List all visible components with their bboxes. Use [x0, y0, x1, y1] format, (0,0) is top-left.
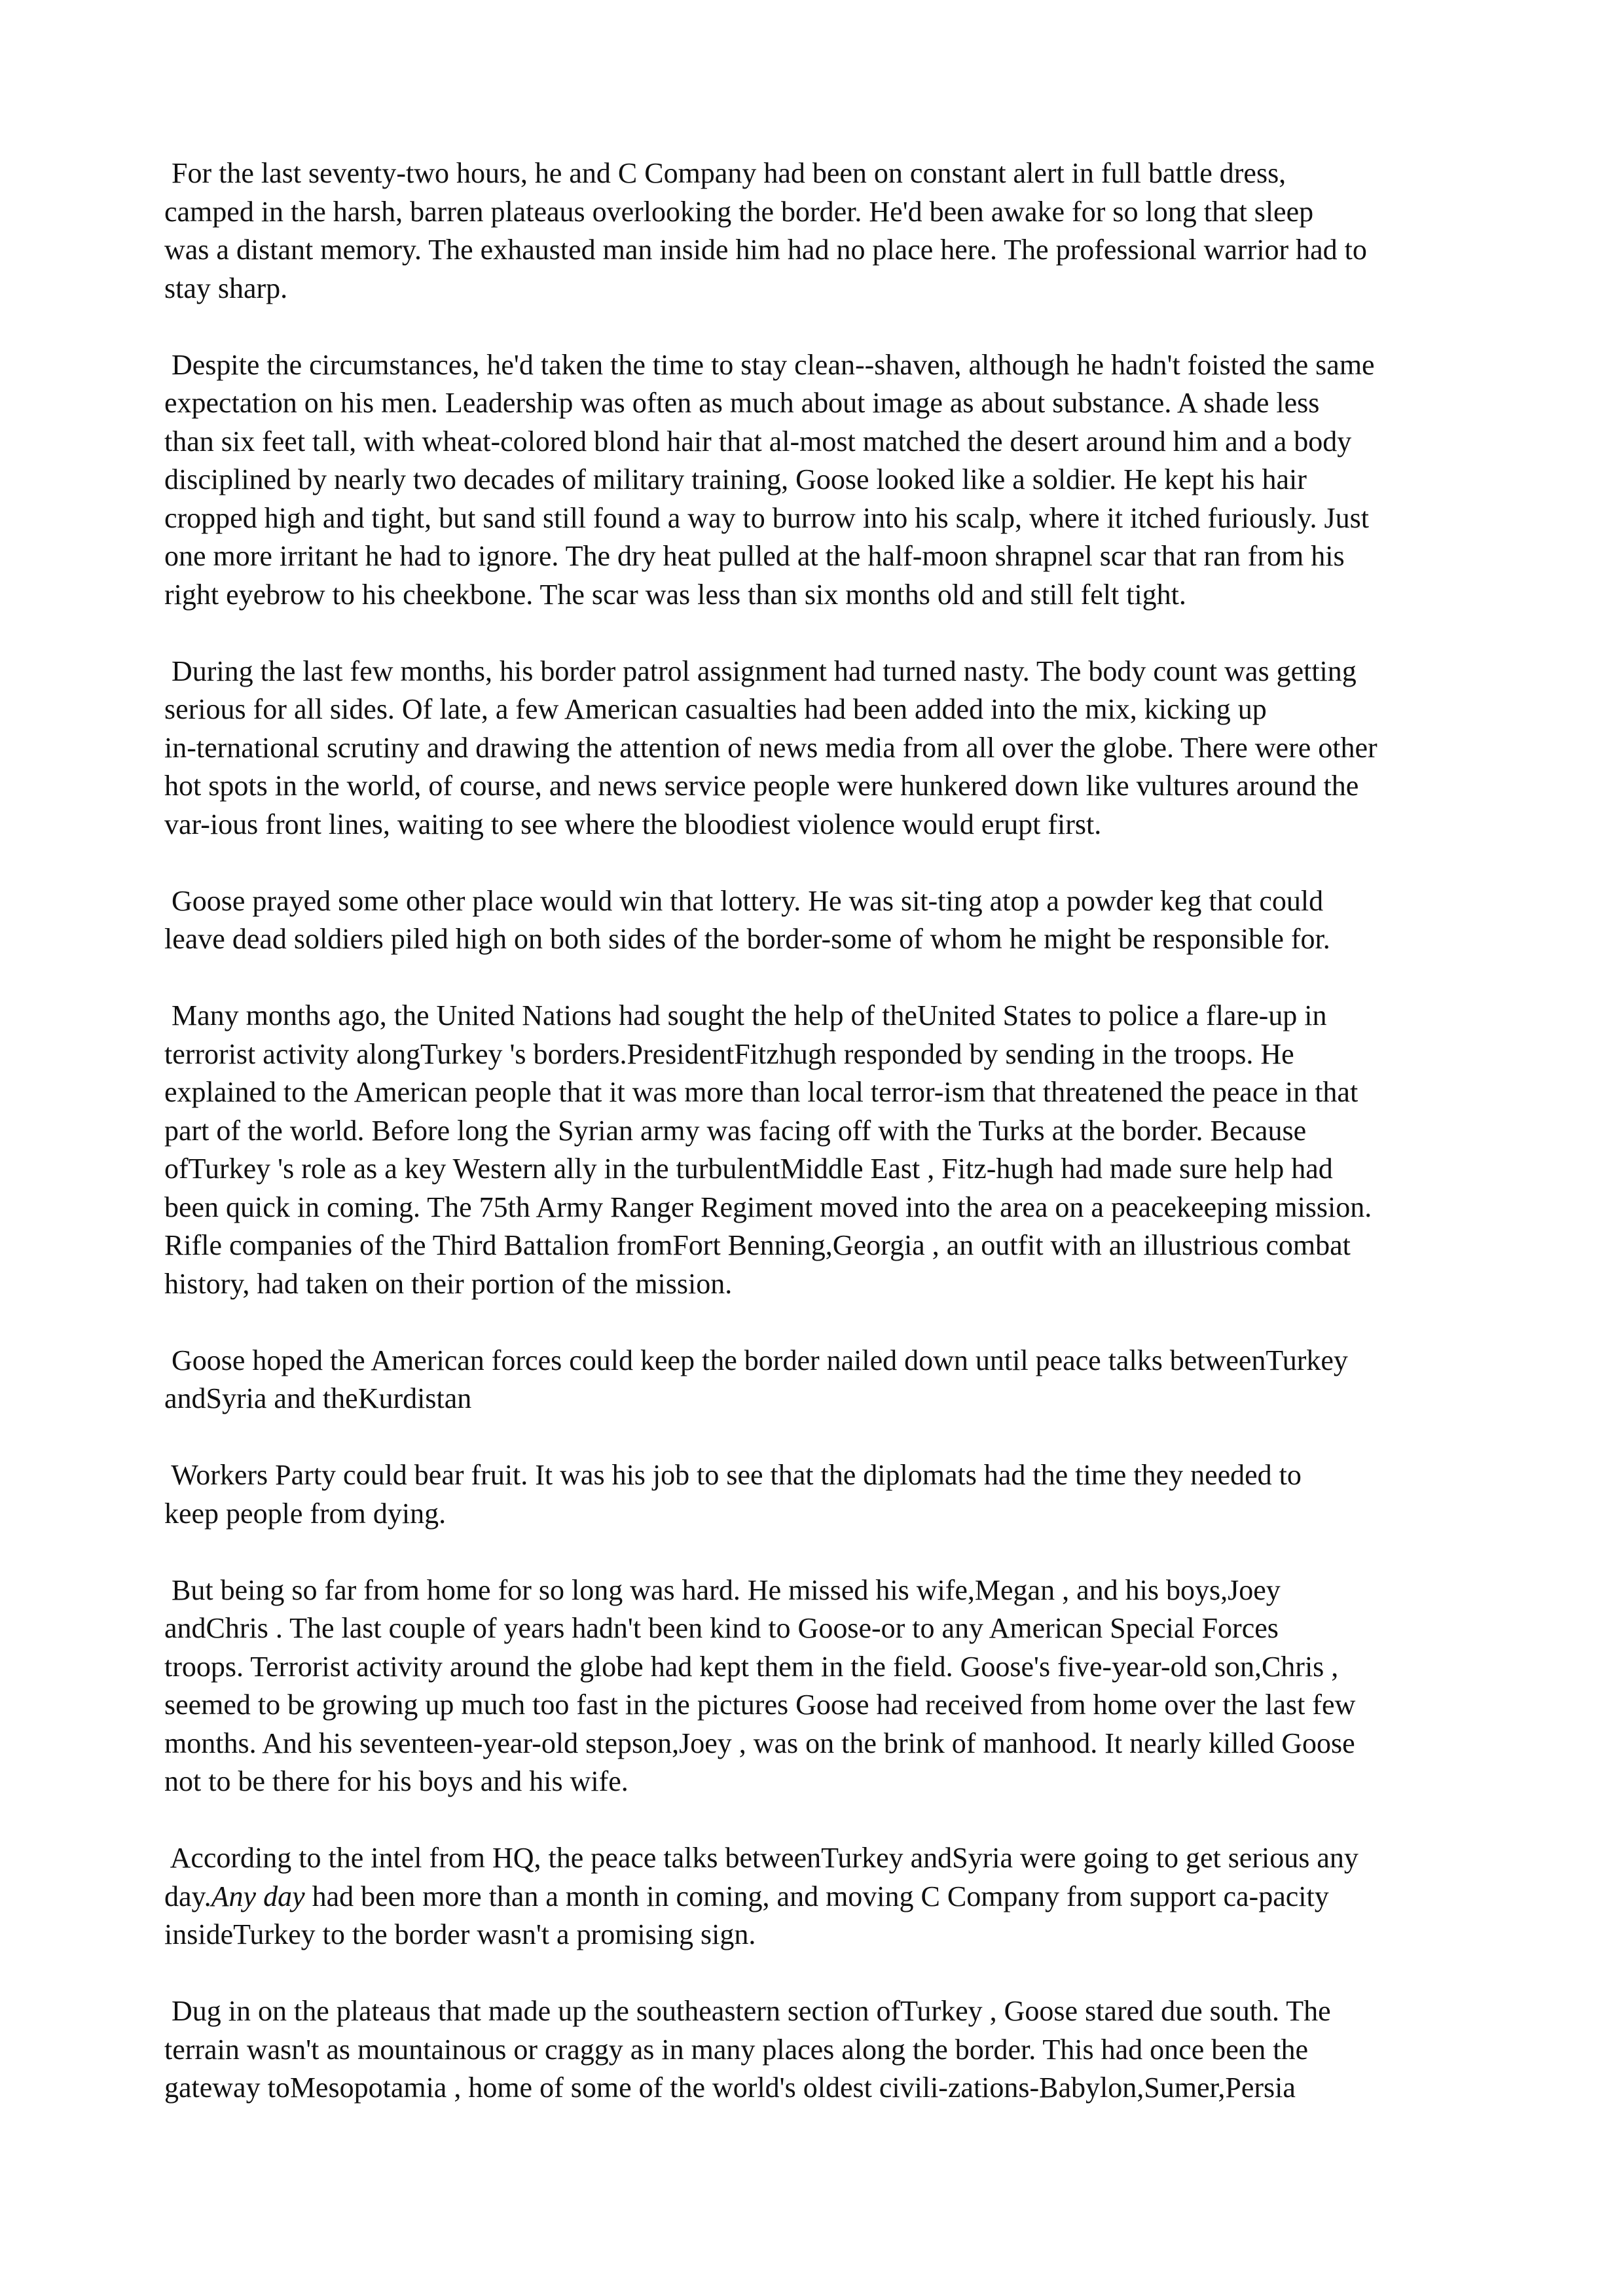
document-page [164, 154, 1461, 2145]
paragraph [164, 997, 1461, 1303]
text-line: Goose prayed some other place would win that lottery. He was sit-ting atop a powder keg that could [164, 884, 1324, 917]
text-line: camped in the harsh, barren plateaus overlooking the border. He'd been awake for so long that sleep [164, 195, 1314, 228]
text-line: one more irritant he had to ignore. The dry heat pulled at the half-moon shrapnel scar that ran from his [164, 540, 1345, 572]
text-line [164, 1878, 1461, 1916]
text-line: ofTurkey 's role as a key Western ally in the turbulentMiddle East , Fitz-hugh had made sure help had [164, 1153, 1333, 1185]
text-line: Many months ago, the United Nations had sought the help of theUnited States to police a flare-up in [164, 999, 1327, 1031]
text-line: part of the world. Before long the Syrian army was facing off with the Turks at the border. Because [164, 1114, 1307, 1147]
text-line: been quick in coming. The 75th Army Ranger Regiment moved into the area on a peacekeeping mission. [164, 1191, 1372, 1223]
text-line: expectation on his men. Leadership was often as much about image as about substance. A shade less [164, 387, 1320, 419]
text-line: During the last few months, his border patrol assignment had turned nasty. The body count was getting [164, 655, 1357, 687]
paragraph [164, 154, 1461, 308]
text-line: was a distant memory. The exhausted man inside him had no place here. The professional warrior had to [164, 234, 1367, 266]
paragraph [164, 882, 1461, 959]
text-line: cropped high and tight, but sand still found a way to burrow into his scalp, where it itched furiously. Just [164, 501, 1369, 534]
text-line: andSyria and theKurdistan [164, 1382, 472, 1414]
text-line: According to the intel from HQ, the peace talks betweenTurkey andSyria were going to get serious any [164, 1842, 1359, 1874]
paragraph [164, 653, 1461, 844]
paragraph [164, 1456, 1461, 1533]
text-line: leave dead soldiers piled high on both sides of the border-some of whom he might be responsible for. [164, 923, 1330, 955]
text-line: insideTurkey to the border wasn't a promising sign. [164, 1918, 756, 1950]
text-line: months. And his seventeen-year-old stepson,Joey , was on the brink of manhood. It nearly killed Goose [164, 1727, 1355, 1759]
text-line: Rifle companies of the Third Battalion fromFort Benning,Georgia , an outfit with an illustrious combat [164, 1229, 1351, 1261]
text-line: stay sharp. [164, 272, 288, 304]
text-line: troops. Terrorist activity around the globe had kept them in the field. Goose's five-year-old son,Chris , [164, 1650, 1339, 1683]
paragraph [164, 1342, 1461, 1418]
paragraph [164, 346, 1461, 615]
text-line: gateway toMesopotamia , home of some of the world's oldest civili-zations-Babylon,Sumer,Persia [164, 2072, 1296, 2104]
text-line: disciplined by nearly two decades of military training, Goose looked like a soldier. He kept his hair [164, 463, 1307, 495]
text-line: serious for all sides. Of late, a few American casualties had been added into the mix, kicking up [164, 693, 1267, 725]
text-line: in-ternational scrutiny and drawing the attention of news media from all over the globe. There were other [164, 731, 1377, 764]
text-line: keep people from dying. [164, 1497, 447, 1530]
text-line: For the last seventy-two hours, he and C Company had been on constant alert in full battle dress, [164, 157, 1286, 189]
text-line: But being so far from home for so long was hard. He missed his wife,Megan , and his boys,Joey [164, 1573, 1281, 1606]
text-line: seemed to be growing up much too fast in the pictures Goose had received from home over the last few [164, 1689, 1356, 1721]
text-line: terrorist activity alongTurkey 's borders.PresidentFitzhugh responded by sending in the troops. He [164, 1037, 1294, 1070]
text-line: Workers Party could bear fruit. It was his job to see that the diplomats had the time they needed to [164, 1459, 1302, 1491]
text-line: terrain wasn't as mountainous or craggy as in many places along the border. This had once been the [164, 2033, 1309, 2066]
text-line: andChris . The last couple of years hadn't been kind to Goose-or to any American Special Forces [164, 1612, 1279, 1644]
text-line: not to be there for his boys and his wife. [164, 1765, 629, 1797]
text-line: Dug in on the plateaus that made up the southeastern section ofTurkey , Goose stared due south. The [164, 1995, 1331, 2027]
text-segment: day. [164, 1880, 211, 1912]
text-segment: had been more than a month in coming, and moving C Company from support ca-pacity [304, 1880, 1329, 1912]
text-line: history, had taken on their portion of the mission. [164, 1267, 733, 1300]
text-line: Despite the circumstances, he'd taken the time to stay clean--shaven, although he hadn't foisted the same [164, 348, 1375, 381]
paragraph [164, 1839, 1461, 1954]
text-line: right eyebrow to his cheekbone. The scar was less than six months old and still felt tight. [164, 578, 1186, 611]
text-line: var-ious front lines, waiting to see where the bloodiest violence would erupt first. [164, 808, 1102, 840]
italic-phrase: Any day [211, 1880, 305, 1912]
text-line: explained to the American people that it was more than local terror-ism that threatened the peace in that [164, 1076, 1359, 1108]
paragraph [164, 1571, 1461, 1801]
text-line: Goose hoped the American forces could keep the border nailed down until peace talks betweenTurkey [164, 1344, 1348, 1376]
text-line: hot spots in the world, of course, and news service people were hunkered down like vultures around the [164, 770, 1359, 802]
paragraph [164, 1992, 1461, 2108]
text-line: than six feet tall, with wheat-colored blond hair that al-most matched the desert around him and a body [164, 425, 1352, 457]
